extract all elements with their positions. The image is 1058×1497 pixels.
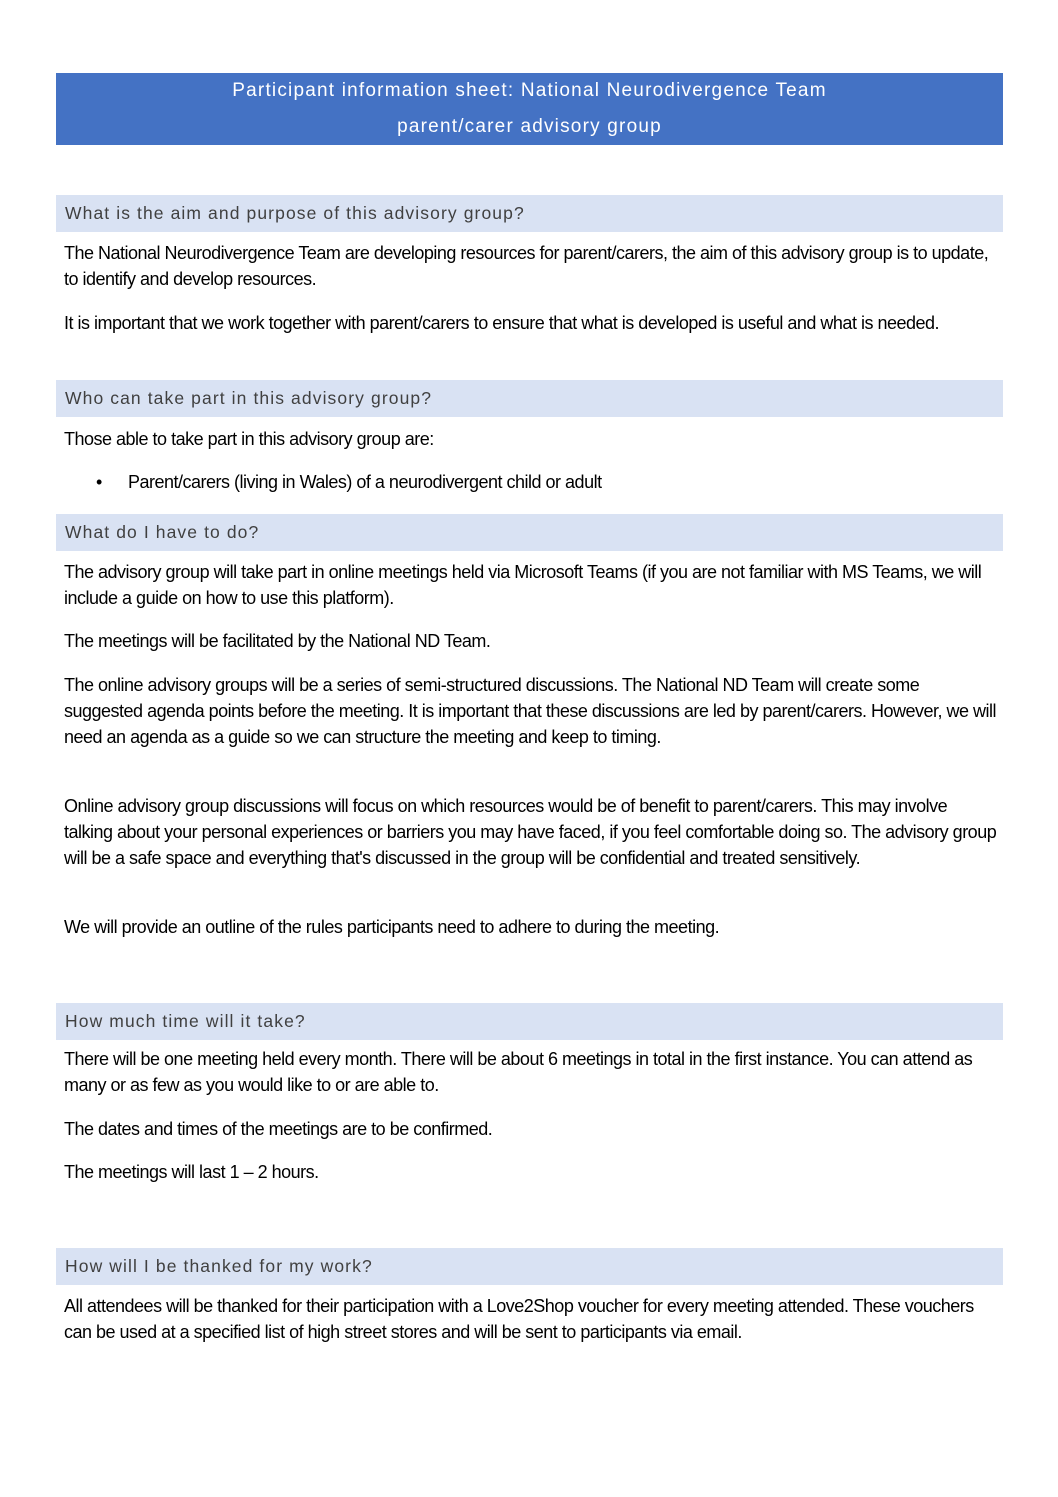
section-heading-who: Who can take part in this advisory group? (56, 380, 1003, 417)
section-todo-paragraph-5: We will provide an outline of the rules participants need to adhere to during the meeting. (64, 917, 720, 937)
section-todo-paragraph-2: The meetings will be facilitated by the National ND Team. (64, 631, 491, 651)
bullet-text: Parent/carers (living in Wales) of a neurodivergent child or adult (128, 472, 602, 492)
section-todo-paragraph-1: The advisory group will take part in online meetings held via Microsoft Teams (if you are not familiar with MS Teams, we will include a guide on how to use this platform). (64, 562, 982, 608)
document-title-line-2: parent/carer advisory group (397, 116, 662, 137)
section-thanks-paragraph-1: All attendees will be thanked for their participation with a Love2Shop voucher for every meeting attended. These vouchers can be used at a specified list of high street stores and will be sent to participants via email. (64, 1296, 974, 1342)
section-aim-paragraph-1: The National Neurodivergence Team are developing resources for parent/carers, the aim of this advisory group is to update, to identify and develop resources. (64, 243, 989, 289)
section-todo-paragraph-3: The online advisory groups will be a series of semi-structured discussions. The National ND Team will create some suggested agenda points before the meeting. It is important that these discussions are led by parent/carers. However, we will need an agenda as a guide so we can structure the meeting and keep to timing. (64, 675, 997, 747)
section-time-paragraph-2: The dates and times of the meetings are to be confirmed. (64, 1119, 493, 1139)
section-todo-paragraph-4: Online advisory group discussions will focus on which resources would be of benefit to parent/carers. This may involve talking about your personal experiences or barriers you may have faced, if you feel comfortable doing so. The advisory group will be a safe space and everything that's discussed in the group will be confidential and treated sensitively. (64, 796, 997, 868)
section-time-paragraph-3: The meetings will last 1 – 2 hours. (64, 1162, 319, 1182)
document-title-banner (56, 73, 1003, 145)
section-who-paragraph-1: Those able to take part in this advisory group are: (64, 429, 434, 449)
section-heading-time: How much time will it take? (56, 1003, 1003, 1040)
section-time-paragraph-1: There will be one meeting held every month. There will be about 6 meetings in total in the first instance. You can attend as many or as few as you would like to or are able to. (64, 1049, 973, 1095)
section-heading-what-to-do: What do I have to do? (56, 514, 1003, 551)
section-aim-paragraph-2: It is important that we work together with parent/carers to ensure that what is developed is useful and what is needed. (64, 313, 940, 333)
bullet-icon: • (96, 472, 102, 492)
section-heading-thanks: How will I be thanked for my work? (56, 1248, 1003, 1285)
section-heading-aim: What is the aim and purpose of this advisory group? (56, 195, 1003, 232)
bullet-list-item (96, 469, 602, 495)
document-title-line-1: Participant information sheet: National Neurodivergence Team (232, 80, 827, 101)
